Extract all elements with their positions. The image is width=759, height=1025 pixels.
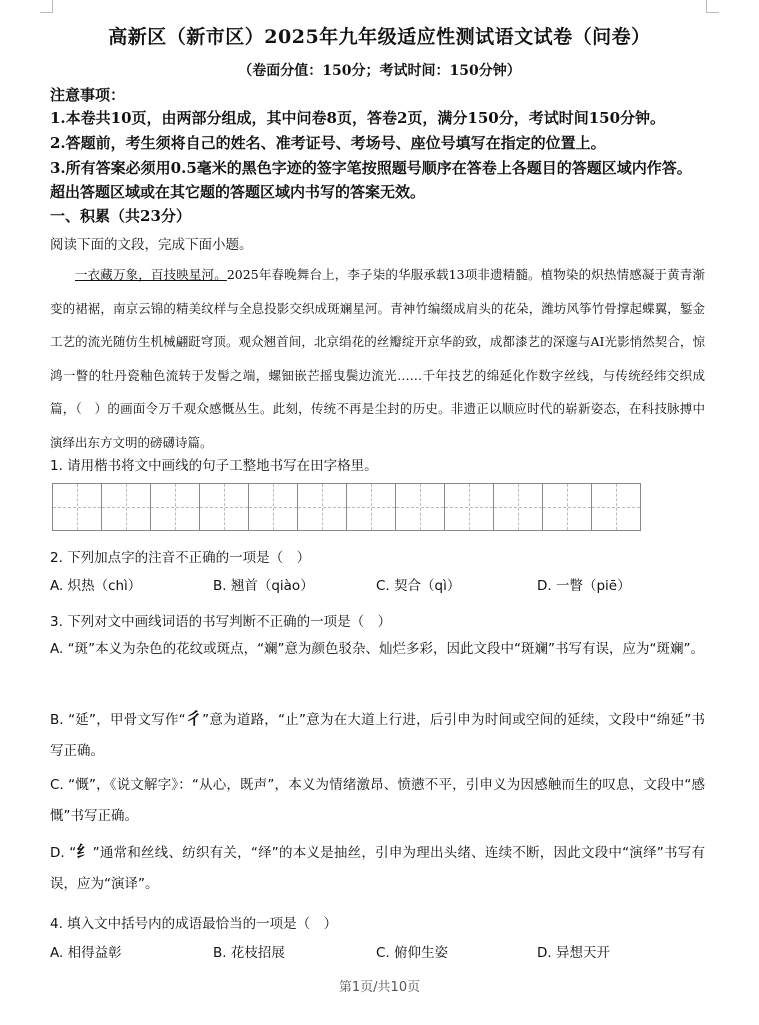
- q4-option-b[interactable]: B. 花枝招展: [213, 945, 285, 961]
- q3-option-d[interactable]: [50, 836, 705, 900]
- q3-option-c[interactable]: C. “慨”，《说文解字》：“从心，既声”，本义为情绪激昂、愤懑不平，引申义为因感触而生的叹息，文段中“感慨”书写正确。: [50, 777, 705, 824]
- question-3: 3. 下列对文中画线词语的书写判断不正确的一项是（ ）: [50, 614, 392, 630]
- q4-option-d[interactable]: D. 异想天开: [537, 945, 610, 961]
- grid-cell[interactable]: [200, 484, 249, 530]
- page-footer: 第1页/共10页: [338, 980, 421, 995]
- grid-cell[interactable]: [445, 484, 494, 530]
- q3-d-text-end: ”通常和丝线、纺织有关，“绎”的本义是抽丝，引申为理出头绪、连续不断，因此文段中“演绎”书写有误，应为“演译”。: [50, 845, 705, 892]
- q2-option-a[interactable]: A. 炽热（chì）: [50, 578, 142, 594]
- question-1: 1. 请用楷书将文中画线的句子工整地书写在田字格里。: [50, 458, 378, 474]
- note-item-3: 3.所有答案必须用0.5毫米的黑色字迹的签字笔按照题号顺序在答卷上各题目的答题区域内作答。超出答题区域或在其它题的答题区域内书写的答案无效。: [50, 159, 692, 201]
- grid-cell[interactable]: [53, 484, 102, 530]
- q2-option-d[interactable]: D. 一瞥（piē）: [537, 578, 631, 594]
- reading-intro: 阅读下面的文段，完成下面小题。: [50, 237, 253, 253]
- q2-option-c[interactable]: C. 契合（qì）: [376, 578, 461, 594]
- grid-cell[interactable]: [396, 484, 445, 530]
- tianzige-grid[interactable]: [52, 483, 641, 531]
- reading-passage: [50, 258, 705, 459]
- crop-mark-top-left: [40, 0, 53, 13]
- grid-cell[interactable]: [592, 484, 640, 530]
- q3-option-a[interactable]: A. “斑”本义为杂色的花纹或斑点，“斓”意为颜色驳杂、灿烂多彩，因此文段中“斑斓”书写有误，应为“斑斓”。: [50, 641, 705, 657]
- question-2: 2. 下列加点字的注音不正确的一项是（ ）: [50, 550, 311, 566]
- q4-option-a[interactable]: A. 相得益彰: [50, 945, 122, 961]
- underlined-sentence: 一衣藏万象，百技映星河。: [75, 267, 227, 282]
- silk-radical-glyph: 纟: [76, 842, 93, 861]
- grid-cell[interactable]: [151, 484, 200, 530]
- exam-subtitle: （卷面分值：150分；考试时间：150分钟）: [238, 63, 521, 79]
- passage-body: 2025年春晚舞台上，李子柒的华服承载13项非遗精髓。植物染的炽热情感凝于黄青渐变的裙裾，南京云锦的精美纹样与全息投影交织成斑斓星河。青神竹编缀成肩头的花朵，潍坊风筝竹骨撑起蝶翼，錾金工艺的流光随仿生机械翩跹穹顶。观众翘首间，北京绢花的丝瓣绽开京华韵致，成都漆艺的深邃与AI光影悄然契合，惊鸿一瞥的牡丹瓷釉色流转于发髻之端，螺钿嵌芒摇曳鬓边流光……千年技艺的绵延化作数字丝线，与传统经纬交织成篇，（ ）的画面令万千观众感慨丛生。此刻，传统不再是尘封的历史。非遗正以顺应时代的崭新姿态，在科技脉搏中演绎出东方文明的磅礴诗篇。: [50, 267, 705, 450]
- q3-d-text-start: D. “: [50, 845, 77, 861]
- q3-b-text-end: ”意为道路，“止”意为在大道上行进，后引申为时间或空间的延续，文段中“绵延”书写正确。: [50, 712, 705, 759]
- question-4: 4. 填入文中括号内的成语最恰当的一项是（ ）: [50, 916, 338, 932]
- exam-title: 高新区（新市区）2025年九年级适应性测试语文试卷（问卷）: [108, 26, 651, 48]
- grid-cell[interactable]: [347, 484, 396, 530]
- grid-cell[interactable]: [249, 484, 298, 530]
- section-heading: 一、积累（共23分）: [50, 207, 191, 225]
- crop-mark-top-right: [706, 0, 719, 13]
- q3-b-text-start: B. “延”，甲骨文写作“: [50, 712, 186, 728]
- grid-cell[interactable]: [494, 484, 543, 530]
- grid-cell[interactable]: [102, 484, 151, 530]
- note-item-2: 2.答题前，考生须将自己的姓名、准考证号、考场号、座位号填写在指定的位置上。: [50, 134, 606, 152]
- q4-option-c[interactable]: C. 俯仰生姿: [376, 945, 449, 961]
- q2-option-b[interactable]: B. 翘首（qiào）: [213, 578, 314, 594]
- notes-heading: 注意事项：: [50, 86, 126, 104]
- note-item-1: 1.本卷共10页，由两部分组成，其中问卷8页，答卷2页，满分150分，考试时间150分钟。: [50, 109, 666, 127]
- oracle-glyph-chi: 彳: [185, 709, 203, 728]
- grid-cell[interactable]: [543, 484, 592, 530]
- grid-cell[interactable]: [298, 484, 347, 530]
- q3-option-b[interactable]: [50, 703, 705, 767]
